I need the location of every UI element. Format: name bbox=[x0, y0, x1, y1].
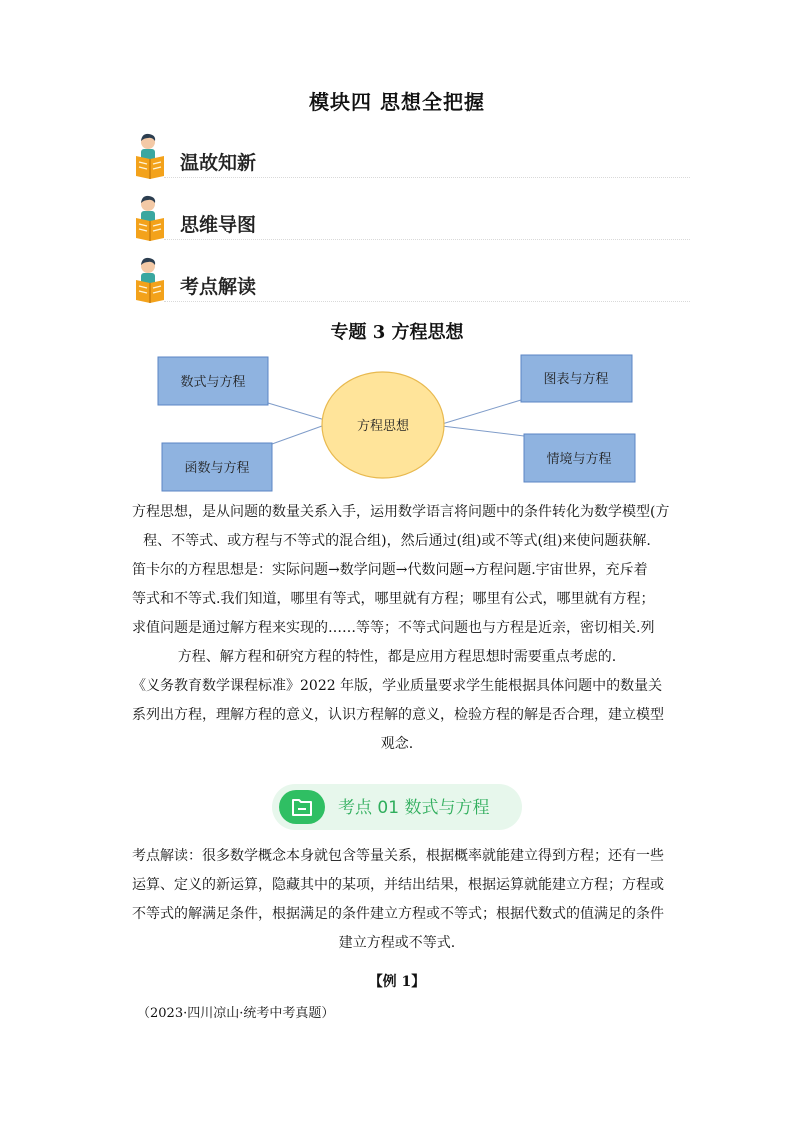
diagram-connector bbox=[268, 403, 325, 420]
diagram-connector bbox=[272, 426, 322, 444]
example-source: （2023·四川凉山·统考中考真题） bbox=[137, 1006, 335, 1021]
section-label: 温故知新 bbox=[180, 152, 257, 174]
text-line: 方程思想，是从问题的数量关系入手，运用数学语言将问题中的条件转化为数学模型(方 bbox=[132, 504, 670, 520]
section-header-review bbox=[134, 130, 690, 182]
diagram-node-label: 图表与方程 bbox=[543, 372, 609, 387]
page-title: 模块四 思想全把握 bbox=[309, 90, 485, 114]
text-line: 运算、定义的新运算，隐藏其中的某项，并结出结果，根据运算就能建立方程；方程或 bbox=[132, 877, 664, 893]
section-label: 思维导图 bbox=[180, 214, 257, 236]
text-line: 笛卡尔的方程思想是：实际问题→数学问题→代数问题→方程问题.宇宙世界，充斥着 bbox=[132, 562, 648, 578]
text-line: 不等式的解满足条件，根据满足的条件建立方程或不等式；根据代数式的值满足的条件 bbox=[132, 906, 664, 922]
text-line: 观念. bbox=[380, 736, 414, 752]
diagram-center-label: 方程思想 bbox=[356, 419, 410, 434]
text-line: 建立方程或不等式. bbox=[338, 935, 456, 951]
folder-icon bbox=[279, 790, 325, 824]
text-line: 系列出方程，理解方程的意义，认识方程解的意义，检验方程的解是否合理，建立模型 bbox=[132, 707, 664, 723]
key-point-banner bbox=[272, 784, 522, 830]
text-line: 《义务教育数学课程标准》2022 年版，学业质量要求学生能根据具体问题中的数量关 bbox=[132, 678, 663, 694]
diagram-node-label: 函数与方程 bbox=[184, 461, 250, 476]
diagram-connector bbox=[442, 426, 524, 436]
example-label: 【例 1】 bbox=[368, 974, 426, 990]
section-label: 考点解读 bbox=[180, 276, 257, 298]
intro-paragraph bbox=[132, 498, 670, 759]
diagram-node-label: 情境与方程 bbox=[546, 452, 612, 467]
concept-diagram bbox=[150, 348, 650, 498]
section-divider bbox=[164, 239, 690, 240]
diagram-node-label: 数式与方程 bbox=[180, 375, 246, 390]
section-divider bbox=[164, 177, 690, 178]
text-line: 程、不等式、或方程与不等式的混合组)，然后通过(组)或不等式(组)来使问题获解. bbox=[143, 533, 651, 549]
text-line: 等式和不等式.我们知道，哪里有等式，哪里就有方程；哪里有公式，哪里就有方程； bbox=[132, 591, 655, 607]
reading-student-icon bbox=[134, 194, 176, 244]
text-line: 考点解读：很多数学概念本身就包含等量关系，根据概率就能建立得到方程；还有一些 bbox=[132, 848, 664, 864]
reading-student-icon bbox=[134, 256, 176, 306]
explain-paragraph bbox=[132, 842, 662, 958]
reading-student-icon bbox=[134, 132, 176, 182]
section-header-points bbox=[134, 254, 690, 306]
topic-title: 专题 3 方程思想 bbox=[330, 322, 464, 343]
section-divider bbox=[164, 301, 690, 302]
key-point-label: 考点 01 数式与方程 bbox=[338, 798, 490, 818]
section-header-mindmap bbox=[134, 192, 690, 244]
text-line: 方程、解方程和研究方程的特性，都是应用方程思想时需要重点考虑的. bbox=[177, 649, 617, 665]
text-line: 求值问题是通过解方程来实现的……等等；不等式问题也与方程是近亲，密切相关.列 bbox=[132, 620, 655, 636]
diagram-connector bbox=[442, 400, 521, 424]
